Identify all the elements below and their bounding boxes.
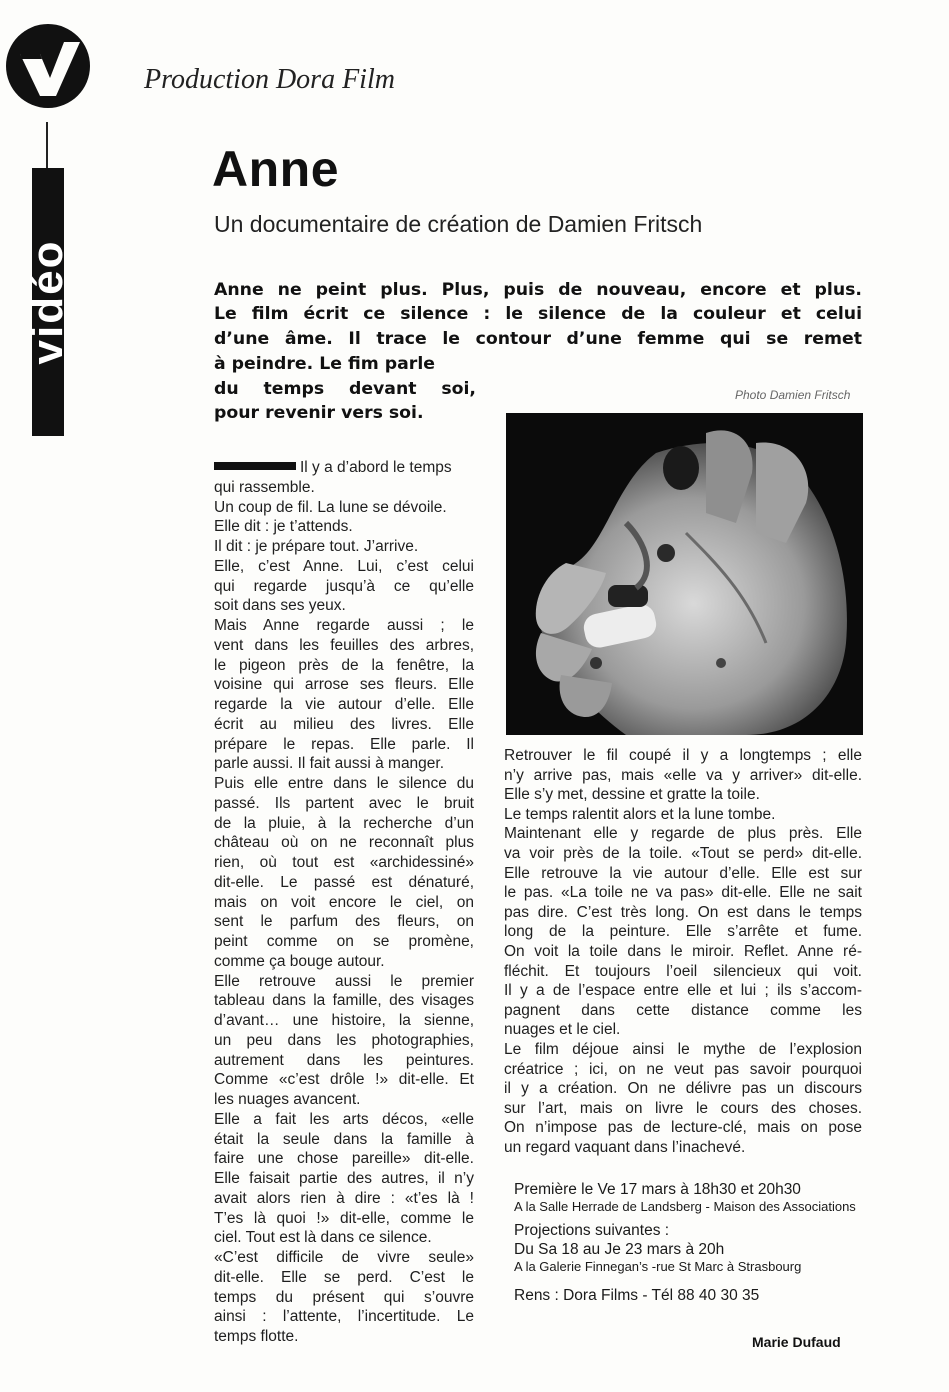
body-line: long de la peinture. Elle s’arrête et fume. [504, 923, 862, 941]
body-line: un regard vaquant dans l’inachevé. [504, 1139, 746, 1156]
screenings-dates: Du Sa 18 au Je 23 mars à 20h [514, 1241, 725, 1258]
lead-line: du temps devant soi, [214, 379, 476, 399]
body-line: château où on ne reconnaît plus [214, 834, 474, 852]
body-line: n’y arrive pas, mais «elle va y arriver» dit-elle. [504, 766, 862, 784]
lead-line: pour revenir vers soi. [214, 403, 424, 423]
body-line: pas dire. C’est très long. On est dans le temps [504, 903, 862, 921]
body-line: ciel. Tout est là dans ce silence. [214, 1229, 432, 1247]
body-line: était la seule dans la famille à [214, 1130, 474, 1148]
body-line: de la pluie, à la recherche d’un [214, 814, 474, 832]
body-line: Maintenant elle y regarde de plus près. Elle [504, 825, 862, 843]
lead-line: Le film écrit ce silence : le silence de la couleur et celui [214, 304, 862, 324]
body-line: tableau dans la famille, des visages [214, 992, 474, 1010]
lead-line: à peindre. Le fim parle [214, 354, 435, 374]
body-line: soit dans ses yeux. [214, 597, 346, 615]
body-line: prépare le repas. Elle parle. Il [214, 735, 474, 753]
author-signature: Marie Dufaud [752, 1334, 841, 1350]
body-line: sur l’art, mais on livre le cours des choses. [504, 1099, 862, 1117]
body-line: Elle dit : je t’attends. [214, 518, 353, 536]
body-line: faire une chose pareille» dit-elle. [214, 1150, 474, 1168]
body-line: temps flotte. [214, 1328, 299, 1345]
body-line: Elle, c’est Anne. Lui, c’est celui [214, 557, 474, 575]
body-line: Elle retrouve la vie autour d’elle. Elle est sur [504, 864, 862, 882]
body-line: Elle a fait les arts décos, «elle [214, 1110, 474, 1128]
body-line: qui regarde jusqu’à ce qu’elle [214, 577, 474, 595]
body-line: autrement dans les peintures. [214, 1051, 474, 1069]
body-line: le pigeon près de la fenêtre, la [214, 656, 474, 674]
body-line: T’es là quoi !» dit-elle, comme le [214, 1209, 474, 1227]
production-credit: Production Dora Film [144, 64, 395, 95]
body-line: un peu dans les photographies, [214, 1031, 474, 1049]
body-line: créatrice ; ici, on ne veut pas savoir pourquoi [504, 1060, 862, 1078]
body-line: «C’est difficile de vivre seule» [214, 1249, 474, 1266]
photo-credit: Photo Damien Fritsch [735, 388, 851, 402]
body-line: vent dans les feuilles des arbres, [214, 636, 474, 654]
body-line: Puis elle entre dans le silence du [214, 775, 474, 792]
article-subtitle: Un documentaire de création de Damien Fritsch [214, 211, 703, 237]
body-line: avait alors rien à dire : «t’es là ! [214, 1189, 474, 1207]
section-rule [214, 462, 296, 470]
body-line: Comme «c’est drôle !» dit-elle. Et [214, 1071, 474, 1089]
body-line: Le film déjoue ainsi le mythe de l’explosion [504, 1041, 862, 1058]
body-line: ainsi : l’attente, l’incertitude. Le [214, 1308, 474, 1326]
body-line: qui rassemble. [214, 478, 315, 496]
body-line: On voit la toile dans le miroir. Reflet. Anne ré- [504, 943, 862, 960]
hand-photo [506, 413, 863, 735]
body-line: sent le parfum des fleurs, on [214, 913, 474, 931]
body-line: peint comme on se promène, [214, 933, 474, 950]
v-logo-icon [6, 24, 90, 108]
body-line: voisine qui arrose ses fleurs. Elle [214, 676, 474, 694]
body-line: Mais Anne regarde aussi ; le [214, 617, 474, 634]
body-line: mais on voit encore le ciel, on [214, 893, 474, 911]
section-divider-line [46, 122, 48, 170]
body-line: rien, où tout est «archidessiné» [214, 854, 474, 871]
body-line: pagnent dans cette distance comme les [504, 1001, 862, 1019]
body-line: passé. Ils partent avec le bruit [214, 794, 474, 812]
body-line: dit-elle. Le passé est dénaturé, [214, 873, 474, 891]
body-line: écrit au milieu des livres. Elle [214, 715, 474, 733]
body-line: temps du présent qui s’ouvre [214, 1288, 474, 1306]
body-line: parle aussi. Il fait aussi à manger. [214, 755, 445, 773]
body-line: Il y a d’abord le temps [300, 459, 452, 476]
section-label: vidéo [23, 239, 72, 365]
body-line: Elle s’y met, dessine et gratte la toile. [504, 786, 760, 804]
body-line: nuages et le ciel. [504, 1021, 621, 1039]
body-line: Il dit : je prépare tout. J’arrive. [214, 538, 419, 555]
premiere-venue: A la Salle Herrade de Landsberg - Maison des Associations [514, 1199, 856, 1214]
body-line: le pas. «La toile ne va pas» dit-elle. Elle ne sait [504, 884, 862, 902]
premiere-date: Première le Ve 17 mars à 18h30 et 20h30 [514, 1181, 801, 1198]
body-line: On n’impose pas de lecture-clé, mais on pose [504, 1119, 862, 1137]
contact-info: Rens : Dora Films - Tél 88 40 30 35 [514, 1287, 760, 1304]
body-line: comme ça bouge autour. [214, 952, 385, 970]
body-line: Elle faisait partie des autres, il n’y [214, 1170, 474, 1187]
screenings-label: Projections suivantes : [514, 1222, 670, 1239]
body-line: il y a création. On ne délivre pas un discours [504, 1080, 862, 1098]
lead-line: d’une âme. Il trace le contour d’une femme qui se remet [214, 329, 862, 349]
body-line: Elle retrouve aussi le premier [214, 972, 474, 990]
body-line: Il y a de l’espace entre elle et lui ; ils s’accom- [504, 982, 862, 1000]
body-line: fléchit. Et toujours l’oeil silencieux qui voit. [504, 962, 862, 980]
lead-line: Anne ne peint plus. Plus, puis de nouveau, encore et plus. [214, 280, 862, 300]
body-line: dit-elle. Elle se perd. C’est le [214, 1268, 474, 1286]
body-line: d’avant… une histoire, la sienne, [214, 1012, 474, 1029]
body-line: Le temps ralentit alors et la lune tombe. [504, 805, 776, 823]
body-line: va voir près de la toile. «Tout se perd» dit-elle. [504, 845, 862, 862]
article-title: Anne [212, 141, 339, 197]
body-line: les nuages avancent. [214, 1091, 361, 1108]
screenings-venue: A la Galerie Finnegan’s -rue St Marc à Strasbourg [514, 1259, 802, 1274]
body-line: Un coup de fil. La lune se dévoile. [214, 498, 447, 516]
body-line: Retrouver le fil coupé il y a longtemps ; elle [504, 747, 862, 764]
body-line: regarde la vie autour d’elle. Elle [214, 696, 474, 713]
